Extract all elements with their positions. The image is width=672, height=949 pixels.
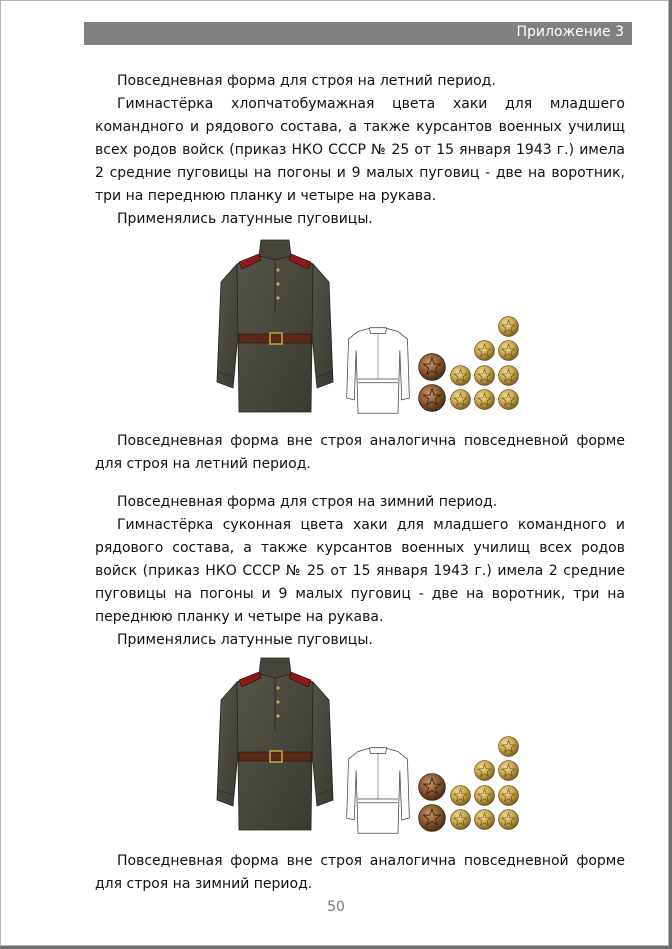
summer-text-block bbox=[95, 70, 625, 231]
winter-small-button bbox=[475, 786, 495, 806]
winter-small-button bbox=[499, 810, 519, 830]
winter-text-block bbox=[95, 491, 625, 652]
winter-small-button bbox=[451, 786, 471, 806]
header-title: Приложение 3 bbox=[516, 24, 624, 40]
winter-description: Гимнастёрка суконная цвета хаки для младшего командного и рядового состава, а также курсантов военных училищ всех родов войск (приказ НКО СССР № 25 от 15 января 1943 г.) имела 2 средние пуговицы на погоны и 9 малых пуговиц - две на воротник, три на переднюю планку и четыре на рукава. bbox=[95, 517, 625, 625]
summer-small-button bbox=[451, 390, 471, 410]
winter-small-button bbox=[451, 810, 471, 830]
summer-small-button bbox=[475, 341, 495, 361]
summer-small-button bbox=[475, 390, 495, 410]
summer-small-button bbox=[499, 341, 519, 361]
winter-small-button bbox=[499, 786, 519, 806]
summer-small-button bbox=[499, 390, 519, 410]
header-bar bbox=[84, 22, 632, 45]
winter-small-button bbox=[475, 761, 495, 781]
winter-tunic-back-sketch bbox=[347, 748, 410, 834]
summer-description: Гимнастёрка хлопчатобумажная цвета хаки для младшего командного и рядового состава, а также курсантов военных училищ всех родов войск (приказ НКО СССР № 25 от 15 января 1943 г.) имела 2 средние пуговицы на погоны и 9 малых пуговиц - две на воротник, три на переднюю планку и четыре на рукава. bbox=[95, 96, 625, 204]
summer-uniform-illustration bbox=[210, 232, 530, 422]
summer-large-button-2 bbox=[419, 385, 446, 412]
winter-heading: Повседневная форма для строя на зимний период. bbox=[117, 494, 498, 510]
summer-small-button bbox=[475, 366, 495, 386]
summer-offduty-note: Повседневная форма вне строя аналогична повседневной форме для строя на летний период. bbox=[95, 433, 625, 472]
winter-note-block bbox=[95, 850, 625, 896]
summer-note-block bbox=[95, 430, 625, 476]
winter-uniform-illustration bbox=[210, 650, 530, 840]
winter-tunic-front bbox=[217, 658, 333, 830]
winter-offduty-note: Повседневная форма вне строя аналогична повседневной форме для строя на зимний период. bbox=[95, 853, 625, 892]
summer-heading: Повседневная форма для строя на летний период. bbox=[117, 73, 496, 89]
summer-small-button bbox=[499, 317, 519, 337]
winter-buttons-note: Применялись латунные пуговицы. bbox=[117, 632, 373, 648]
winter-small-button bbox=[475, 810, 495, 830]
page-number: 50 bbox=[327, 899, 345, 915]
summer-small-button bbox=[451, 366, 471, 386]
summer-tunic-front bbox=[217, 240, 333, 412]
winter-small-button bbox=[499, 737, 519, 757]
winter-small-button bbox=[499, 761, 519, 781]
winter-large-button-1 bbox=[419, 774, 446, 801]
summer-buttons-note: Применялись латунные пуговицы. bbox=[117, 211, 373, 227]
summer-small-button bbox=[499, 366, 519, 386]
winter-large-button-2 bbox=[419, 805, 446, 832]
summer-large-button-1 bbox=[419, 354, 446, 381]
summer-tunic-back-sketch bbox=[347, 328, 410, 414]
